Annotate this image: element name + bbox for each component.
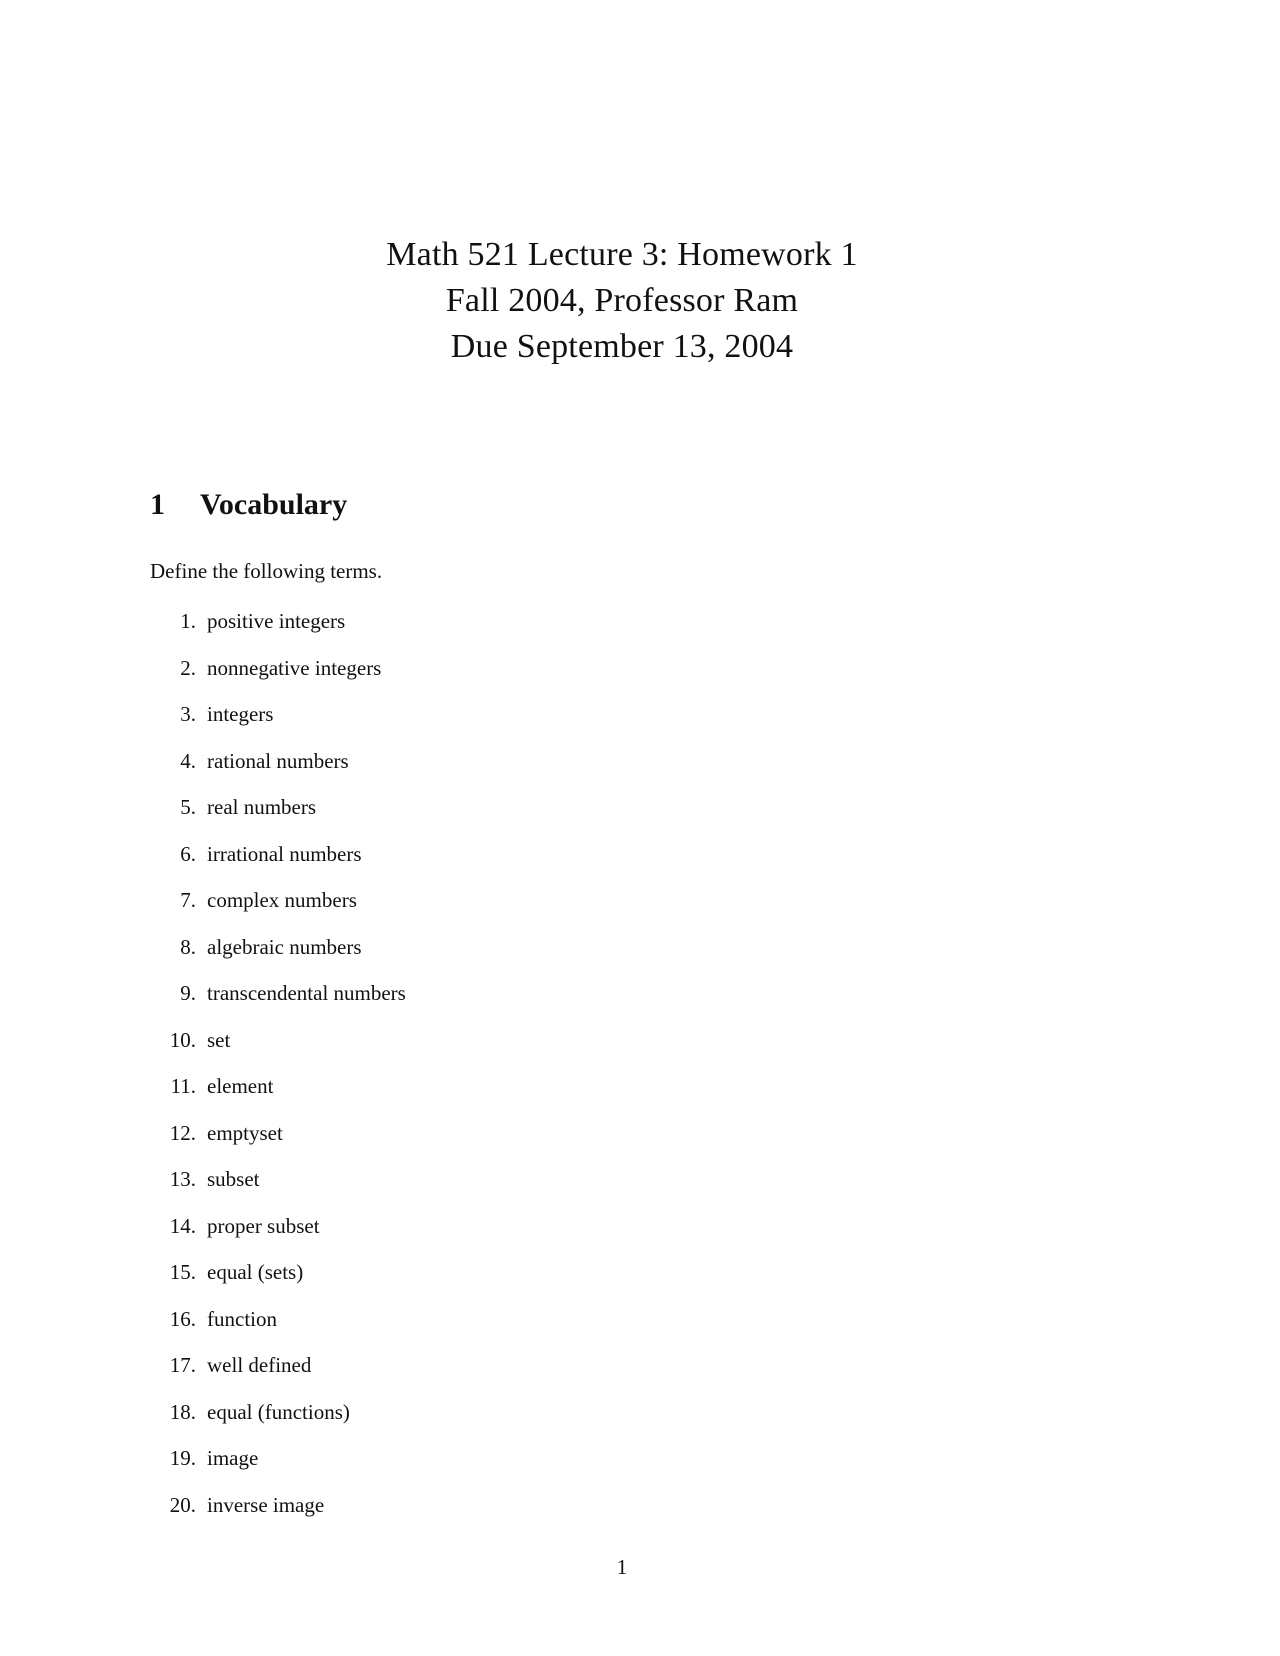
list-item-text: proper subset	[207, 1213, 320, 1238]
list-item-number: 12.	[169, 1120, 196, 1145]
list-item	[150, 979, 406, 1026]
list-item-number: 4.	[180, 748, 196, 773]
list-item-text: irrational numbers	[207, 841, 362, 866]
list-item	[150, 1351, 406, 1398]
section-intro: Define the following terms.	[150, 559, 383, 583]
term-list	[150, 607, 406, 1537]
list-item	[150, 607, 406, 654]
list-item-number: 20.	[169, 1492, 196, 1517]
list-item	[150, 1212, 406, 1259]
list-item-number: 10.	[169, 1027, 196, 1052]
list-item-number: 8.	[180, 934, 196, 959]
list-item-number: 5.	[180, 795, 196, 819]
list-item-text: equal (functions)	[207, 1399, 350, 1424]
list-item-text: equal (sets)	[207, 1260, 304, 1284]
list-item	[150, 840, 406, 887]
list-item-number: 16.	[169, 1306, 196, 1331]
list-item-number: 19.	[169, 1446, 196, 1470]
list-item	[150, 700, 406, 747]
list-item	[150, 886, 406, 933]
list-item-number: 17.	[169, 1353, 196, 1377]
list-item-text: complex numbers	[207, 888, 357, 912]
list-item	[150, 1258, 406, 1305]
list-item	[150, 747, 406, 794]
list-item	[150, 1398, 406, 1445]
list-item	[150, 654, 406, 701]
list-item-text: well defined	[207, 1353, 312, 1377]
list-item	[150, 1444, 406, 1491]
list-item-text: real numbers	[207, 795, 317, 819]
section-title: Vocabulary	[200, 488, 348, 521]
list-item	[150, 1026, 406, 1073]
list-item-number: 13.	[169, 1167, 196, 1191]
title-line-due-date: Due September 13, 2004	[450, 328, 794, 365]
list-item-number: 3.	[180, 702, 196, 726]
list-item-number: 18.	[169, 1399, 196, 1424]
list-item	[150, 1072, 406, 1119]
list-item	[150, 1305, 406, 1352]
list-item	[150, 1119, 406, 1166]
list-item-number: 14.	[169, 1213, 196, 1238]
list-item-number: 11.	[170, 1074, 196, 1098]
list-item-text: transcendental numbers	[207, 981, 406, 1005]
list-item	[150, 1165, 406, 1212]
list-item-text: set	[207, 1027, 231, 1052]
list-item-number: 15.	[169, 1260, 196, 1284]
list-item-text: integers	[207, 702, 274, 726]
list-item	[150, 793, 406, 840]
list-item-text: inverse image	[207, 1492, 325, 1517]
list-item-number: 1.	[180, 609, 196, 633]
title-line-course: Math 521 Lecture 3: Homework 1	[386, 236, 858, 273]
list-item	[150, 1491, 406, 1538]
list-item-text: subset	[207, 1167, 260, 1191]
list-item-number: 2.	[180, 655, 196, 680]
list-item-number: 6.	[180, 841, 196, 866]
section-heading	[150, 487, 347, 523]
list-item-number: 7.	[180, 888, 196, 912]
list-item-text: image	[207, 1446, 259, 1470]
list-item	[150, 933, 406, 980]
list-item-text: emptyset	[207, 1120, 283, 1145]
page-number: 1	[616, 1555, 628, 1579]
list-item-text: element	[207, 1074, 274, 1098]
list-item-text: nonnegative integers	[207, 655, 382, 680]
list-item-text: function	[207, 1306, 277, 1331]
title-block	[0, 232, 1244, 370]
list-item-text: algebraic numbers	[207, 934, 362, 959]
list-item-number: 9.	[180, 981, 196, 1005]
title-line-term: Fall 2004, Professor Ram	[445, 282, 799, 319]
list-item-text: positive integers	[207, 609, 346, 633]
section-number: 1	[150, 488, 165, 521]
list-item-text: rational numbers	[207, 748, 349, 773]
